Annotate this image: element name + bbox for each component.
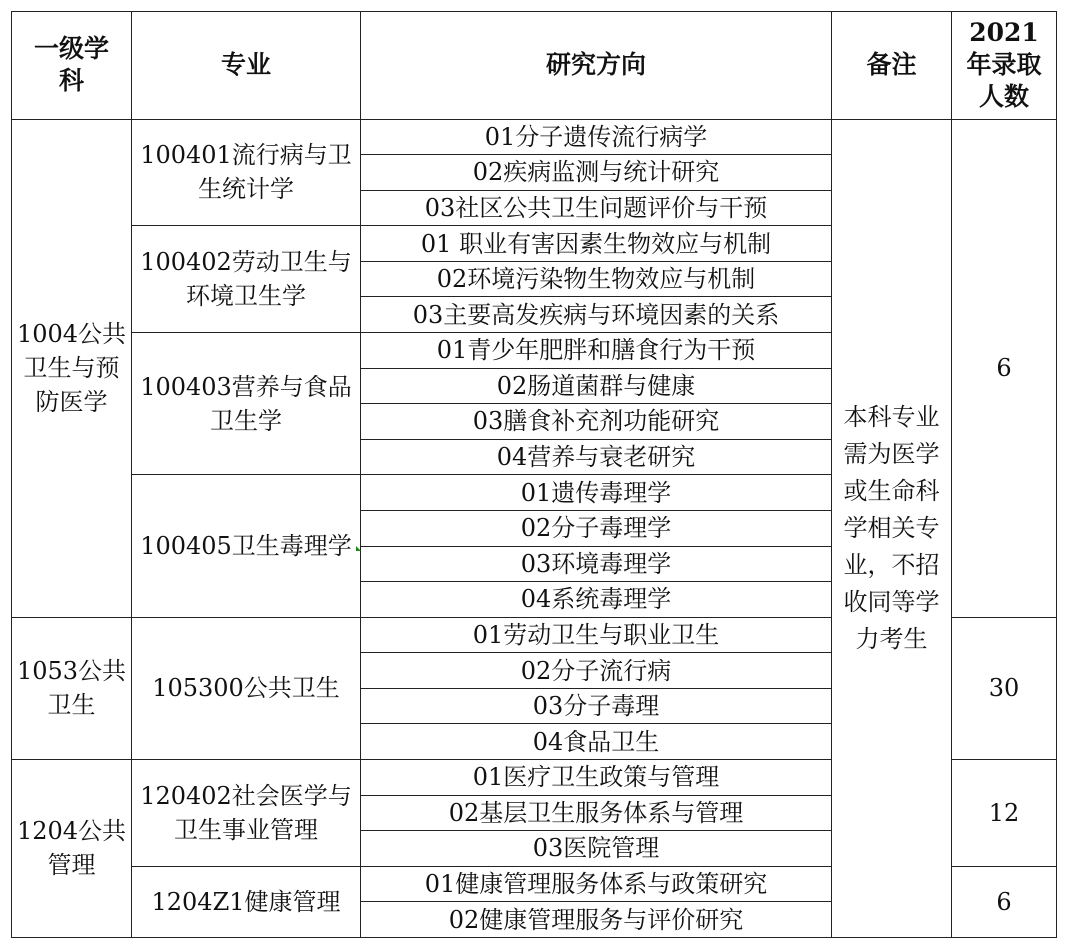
admit-cell: 6 — [952, 119, 1057, 617]
admit-cell: 30 — [952, 617, 1057, 759]
admit-cell: 6 — [952, 866, 1057, 937]
direction-cell: 03分子毒理 — [361, 688, 832, 724]
direction-cell: 03主要高发疾病与环境因素的关系 — [361, 297, 832, 333]
direction-cell: 02肠道菌群与健康 — [361, 368, 832, 404]
direction-cell: 02分子毒理学 — [361, 510, 832, 546]
major-cell: 120402社会医学与卫生事业管理 — [132, 759, 361, 866]
direction-cell: 02环境污染物生物效应与机制 — [361, 261, 832, 297]
discipline-cell: 1004公共卫生与预防医学 — [12, 119, 132, 617]
direction-cell: 02健康管理服务与评价研究 — [361, 902, 832, 938]
header-direction: 研究方向 — [361, 12, 832, 120]
direction-cell: 01分子遗传流行病学 — [361, 119, 832, 155]
header-admit: 2021年录取人数 — [952, 12, 1057, 120]
discipline-cell: 1204公共管理 — [12, 759, 132, 937]
direction-cell: 01健康管理服务体系与政策研究 — [361, 866, 832, 902]
enrollment-table — [11, 11, 1057, 938]
direction-cell: 01医疗卫生政策与管理 — [361, 759, 832, 795]
major-cell: 100401流行病与卫生统计学 — [132, 119, 361, 226]
direction-cell: 03社区公共卫生问题评价与干预 — [361, 190, 832, 226]
major-cell: 105300公共卫生 — [132, 617, 361, 759]
major-cell: 100402劳动卫生与环境卫生学 — [132, 226, 361, 333]
header-discipline: 一级学科 — [12, 12, 132, 120]
direction-cell: 01遗传毒理学 — [361, 475, 832, 511]
header-row — [12, 12, 1057, 120]
direction-cell: 03医院管理 — [361, 831, 832, 867]
direction-cell: 01劳动卫生与职业卫生 — [361, 617, 832, 653]
admit-cell: 12 — [952, 759, 1057, 866]
direction-cell: 04食品卫生 — [361, 724, 832, 760]
major-cell: 100403营养与食品卫生学 — [132, 333, 361, 475]
direction-cell: 03膳食补充剂功能研究 — [361, 404, 832, 440]
direction-cell: 02分子流行病 — [361, 653, 832, 689]
discipline-cell: 1053公共卫生 — [12, 617, 132, 759]
major-cell: 1204Z1健康管理 — [132, 866, 361, 937]
header-note: 备注 — [832, 12, 952, 120]
direction-cell: 01 职业有害因素生物效应与机制 — [361, 226, 832, 262]
direction-cell: 02疾病监测与统计研究 — [361, 155, 832, 191]
header-major: 专业 — [132, 12, 361, 120]
direction-cell: 04系统毒理学 — [361, 582, 832, 618]
direction-cell: 03环境毒理学 — [361, 546, 832, 582]
major-cell: 100405卫生毒理学 — [132, 475, 361, 617]
note-cell: 本科专业需为医学或生命科学相关专业，不招收同等学力考生 — [832, 119, 952, 937]
direction-cell: 02基层卫生服务体系与管理 — [361, 795, 832, 831]
direction-cell: 04营养与衰老研究 — [361, 439, 832, 475]
direction-cell: 01青少年肥胖和膳食行为干预 — [361, 333, 832, 369]
cell-marker — [356, 546, 361, 551]
